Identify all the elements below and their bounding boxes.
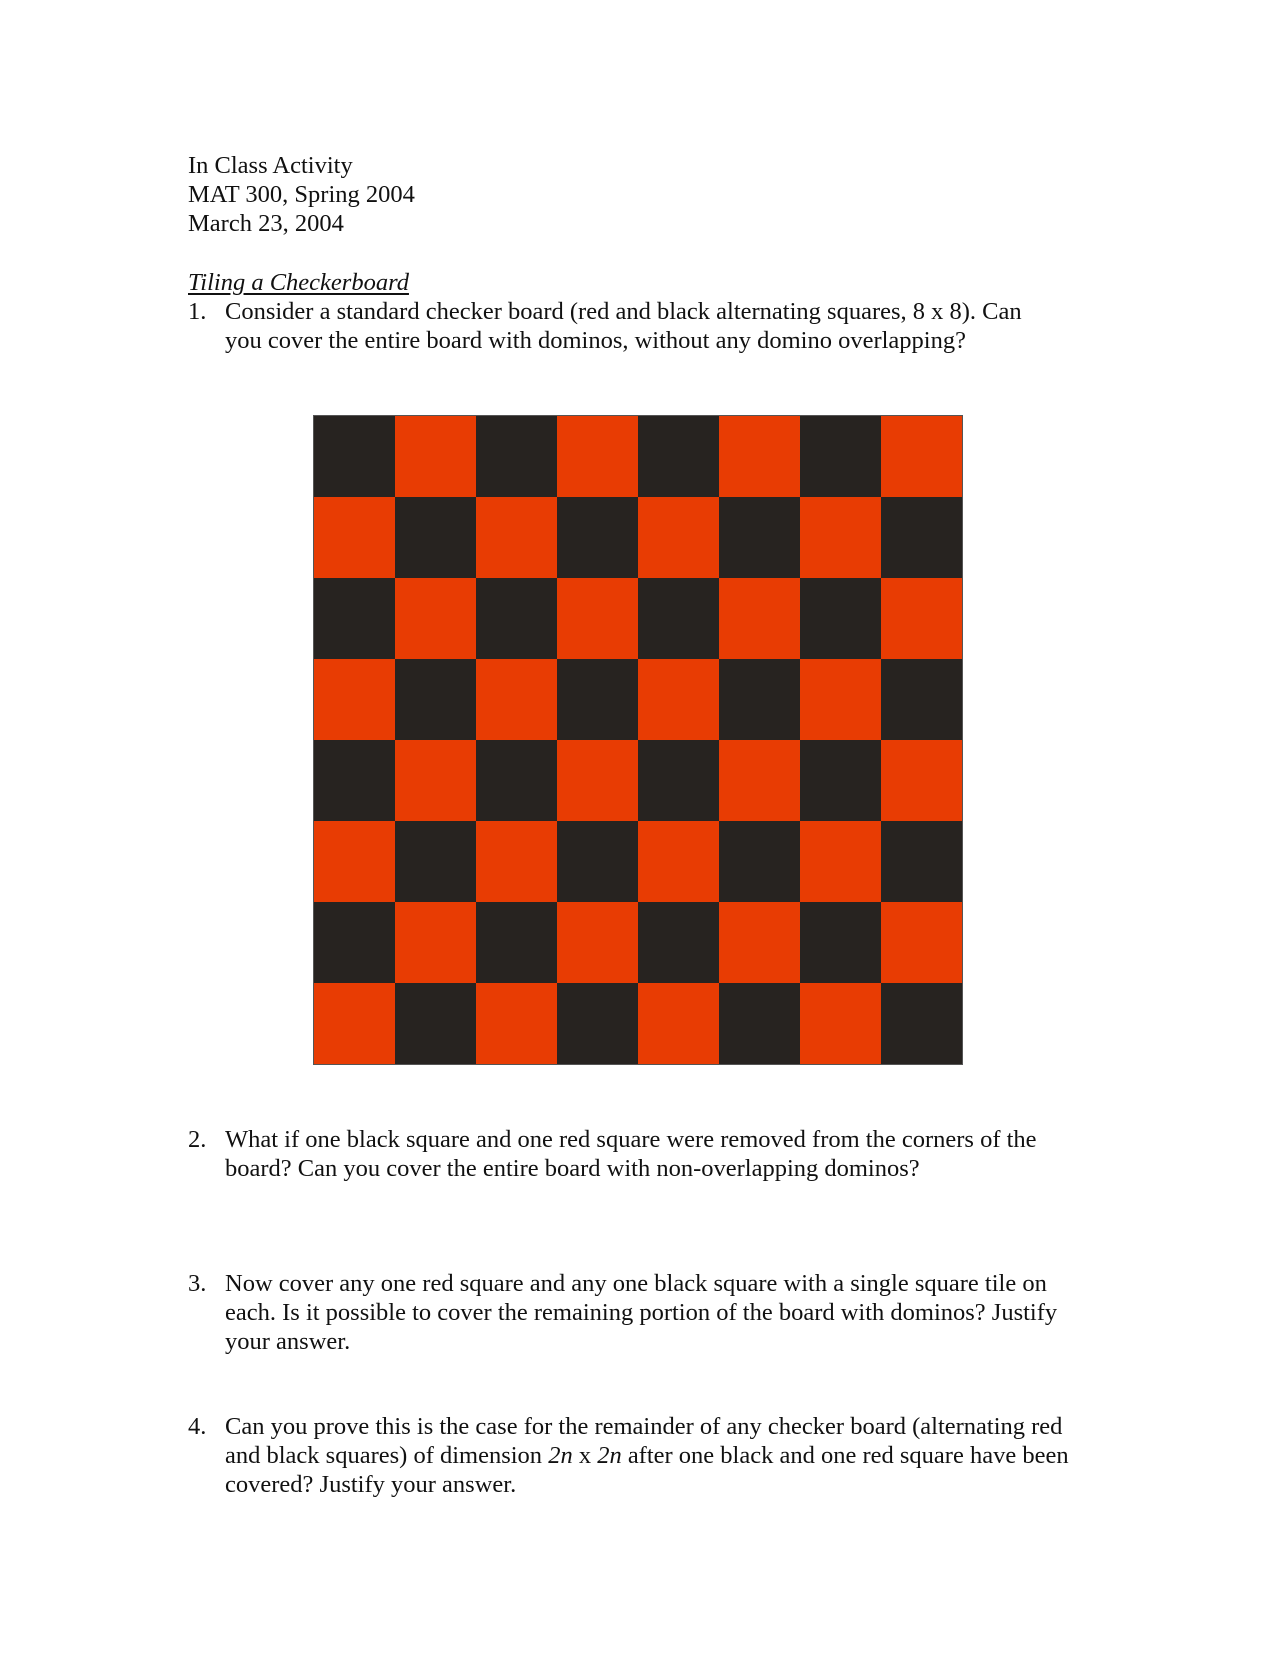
black-square — [800, 740, 881, 821]
black-square — [638, 740, 719, 821]
question-number: 1. — [188, 298, 207, 325]
black-square — [476, 578, 557, 659]
question-number: 4. — [188, 1413, 207, 1440]
question-text: What if one black square and one red square were removed from the corners of the board? Can you cover the entire board with non-overlapping dominos? — [225, 1126, 1037, 1182]
black-square — [314, 416, 395, 497]
red-square — [476, 659, 557, 740]
red-square — [395, 578, 476, 659]
black-square — [557, 497, 638, 578]
red-square — [395, 740, 476, 821]
question-text: Consider a standard checker board (red and black alternating squares, 8 x 8). Can you cover the entire board with dominos, without any domino overlapping? — [225, 298, 1022, 354]
red-square — [719, 740, 800, 821]
black-square — [557, 659, 638, 740]
red-square — [719, 902, 800, 983]
question-number: 2. — [188, 1126, 207, 1153]
red-square — [800, 497, 881, 578]
black-square — [638, 902, 719, 983]
activity-label: In Class Activity — [188, 152, 353, 179]
black-square — [395, 659, 476, 740]
red-square — [800, 821, 881, 902]
black-square — [395, 983, 476, 1064]
black-square — [800, 578, 881, 659]
black-square — [314, 902, 395, 983]
red-square — [719, 416, 800, 497]
red-square — [557, 416, 638, 497]
question-number: 3. — [188, 1270, 207, 1297]
red-square — [638, 821, 719, 902]
black-square — [719, 983, 800, 1064]
red-square — [395, 902, 476, 983]
red-square — [557, 578, 638, 659]
black-square — [638, 578, 719, 659]
black-square — [881, 821, 962, 902]
black-square — [395, 497, 476, 578]
course-label: MAT 300, Spring 2004 — [188, 181, 415, 208]
black-square — [557, 983, 638, 1064]
red-square — [719, 578, 800, 659]
date-label: March 23, 2004 — [188, 210, 344, 237]
black-square — [800, 902, 881, 983]
question-4 — [188, 1412, 1118, 1499]
red-square — [881, 740, 962, 821]
question-text-part: x — [572, 1442, 598, 1469]
black-square — [881, 497, 962, 578]
red-square — [476, 983, 557, 1064]
red-square — [638, 983, 719, 1064]
red-square — [881, 416, 962, 497]
red-square — [314, 821, 395, 902]
black-square — [395, 821, 476, 902]
question-2 — [188, 1125, 1118, 1183]
dimension-var: 2n — [597, 1442, 622, 1469]
red-square — [314, 983, 395, 1064]
question-1 — [188, 297, 1118, 355]
dimension-var: 2n — [548, 1442, 573, 1469]
black-square — [476, 902, 557, 983]
red-square — [800, 983, 881, 1064]
black-square — [314, 578, 395, 659]
black-square — [881, 983, 962, 1064]
black-square — [719, 659, 800, 740]
black-square — [314, 740, 395, 821]
black-square — [476, 740, 557, 821]
red-square — [881, 902, 962, 983]
black-square — [638, 416, 719, 497]
red-square — [557, 740, 638, 821]
question-3 — [188, 1269, 1118, 1356]
red-square — [476, 821, 557, 902]
red-square — [395, 416, 476, 497]
red-square — [314, 659, 395, 740]
red-square — [314, 497, 395, 578]
section-title: Tiling a Checkerboard — [188, 269, 409, 296]
black-square — [881, 659, 962, 740]
question-text: Now cover any one red square and any one black square with a single square tile on each. Is it possible to cover the remaining portion of the board with dominos? Justify your answer. — [225, 1270, 1058, 1355]
black-square — [719, 821, 800, 902]
black-square — [476, 416, 557, 497]
red-square — [476, 497, 557, 578]
black-square — [557, 821, 638, 902]
checkerboard — [314, 416, 962, 1064]
question-text-part: Can you prove this is the case for the remainder of any checker board (alternating red and black squares) of dimension — [225, 1413, 1063, 1469]
red-square — [638, 497, 719, 578]
red-square — [800, 659, 881, 740]
black-square — [800, 416, 881, 497]
question-text-part: after one black and one red square have been covered? Justify your answer. — [225, 1442, 1069, 1498]
red-square — [638, 659, 719, 740]
red-square — [881, 578, 962, 659]
red-square — [557, 902, 638, 983]
question-text — [225, 1412, 1118, 1499]
black-square — [719, 497, 800, 578]
